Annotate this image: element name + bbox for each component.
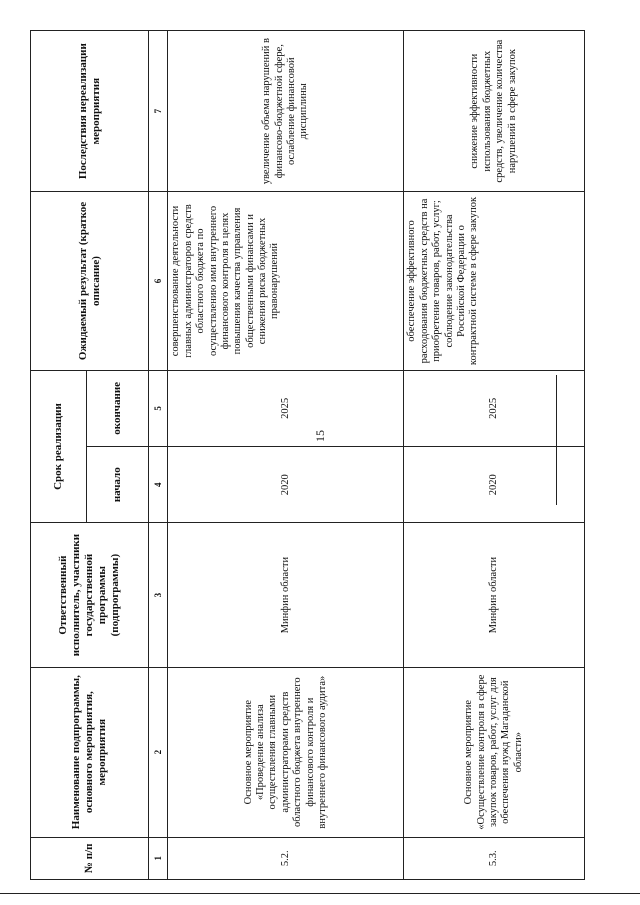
row-executor: Минфин области [168, 523, 404, 667]
header-consequences: Последствия нереализации мероприятия [31, 31, 149, 192]
page-number: 15 [313, 430, 327, 442]
row-start: 2020 [168, 447, 404, 523]
row-name: Основное мероприятие «Проведение анализа осуществления главными администраторами средств областного бюджета внутреннего финансового контроля и внутреннего финансового аудита» [168, 667, 404, 837]
header-name: Наименование подпрограммы, основного мероприятия, мероприятия [31, 667, 149, 837]
row-start: 2020 [404, 447, 585, 523]
header-num: № п/п [31, 837, 149, 879]
header-period: Срок реализации [31, 370, 87, 523]
header-end: окончание [86, 370, 148, 446]
header-start: начало [86, 447, 148, 523]
column-number: 4 [149, 447, 168, 523]
table-row [404, 31, 585, 880]
measures-table [30, 30, 585, 880]
row-end: 2025 [404, 370, 585, 446]
row-num: 5.3. [404, 837, 585, 879]
row-num: 5.2. [168, 837, 404, 879]
rotated-table-container [30, 30, 585, 880]
column-number: 7 [149, 31, 168, 192]
page-bottom-line [0, 893, 640, 894]
column-number-row [149, 31, 168, 880]
column-number: 2 [149, 667, 168, 837]
header-executor: Ответственный исполнитель, участники государственной программы (подпрограммы) [31, 523, 149, 667]
row-result: совершенствование деятельности главных администраторов средств областного бюджета по осуществлению ими внутреннего финансового контроля в целях повышения качества управления общественными финансами и снижения риска бюджетных правонарушений [168, 192, 404, 370]
column-number: 5 [149, 370, 168, 446]
row-consequences: снижение эффективности использования бюджетных средств, увеличение количества нарушений в сфере закупок [404, 31, 585, 192]
column-number: 1 [149, 837, 168, 879]
separator-line [556, 375, 557, 505]
column-number: 3 [149, 523, 168, 667]
row-result: обеспечение эффективного расходования бюджетных средств на приобретение товаров, работ, услуг; соблюдение законодательства Российской Федерации о контрактной системе в сфере закупок [404, 192, 585, 370]
header-result: Ожидаемый результат (краткое описание) [31, 192, 149, 370]
row-name: Основное мероприятие «Осуществление контроля в сфере закупок товаров, работ, услуг для обеспечения нужд Магаданской области» [404, 667, 585, 837]
table-row [168, 31, 404, 880]
row-executor: Минфин области [404, 523, 585, 667]
row-consequences: увеличение объема нарушений в финансово-бюджетной сфере, ослабление финансовой дисциплины [168, 31, 404, 192]
row-end: 2025 [168, 370, 404, 446]
column-number: 6 [149, 192, 168, 370]
